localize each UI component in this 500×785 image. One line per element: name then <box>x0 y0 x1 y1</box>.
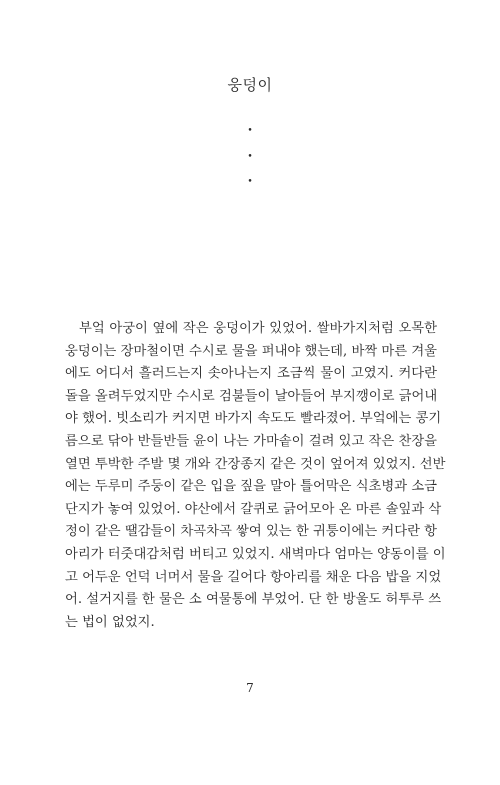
text-line: 웅덩이는 장마철이면 수시로 물을 퍼내야 했는데, 바짝 마른 겨울 <box>65 343 438 359</box>
ornament-dot: • <box>247 152 253 162</box>
text-line: 아리가 터줏대감처럼 버티고 있었지. 새벽마다 엄마는 양동이를 이 <box>65 546 446 562</box>
ornament-dot: • <box>247 177 253 187</box>
text-line: 에도 어디서 흘러드는지 솟아나는지 조금씩 물이 고였지. 커다란 <box>65 366 437 382</box>
ornament-dot: • <box>247 126 253 136</box>
text-line: 정이 같은 땔감들이 차곡차곡 쌓여 있는 한 귀퉁이에는 커다란 항 <box>65 524 438 540</box>
text-line: 고 어두운 언덕 너머서 물을 길어다 항아리를 채운 다음 밥을 지었 <box>65 569 442 585</box>
page-number: 7 <box>246 681 254 695</box>
chapter-title: 웅덩이 <box>227 76 273 94</box>
text-line: 부엌 아궁이 옆에 작은 웅덩이가 있었어. 쌀바가지처럼 오목한 <box>79 321 437 336</box>
body-paragraph <box>65 318 446 634</box>
text-line: 어. 설거지를 한 물은 소 여물통에 부었어. 단 한 방울도 허투루 쓰 <box>65 592 442 608</box>
text-line: 열면 투박한 주발 몇 개와 간장종지 같은 것이 엎어져 있었지. 선반 <box>65 456 446 472</box>
text-line: 에는 두루미 주둥이 같은 입을 짚을 말아 틀어막은 식초병과 소금 <box>65 479 438 495</box>
text-line: 돌을 올려두었지만 수시로 검불들이 날아들어 부지깽이로 긁어내 <box>65 388 438 404</box>
text-line: 는 법이 없었지. <box>65 614 155 630</box>
text-line: 름으로 닦아 반들반들 윤이 나는 가마솥이 걸려 있고 작은 찬장을 <box>65 433 438 449</box>
text-line: 야 했어. 빗소리가 커지면 바가지 속도도 빨라졌어. 부엌에는 콩기 <box>65 411 442 427</box>
text-line: 단지가 놓여 있었어. 야산에서 갈퀴로 긁어모아 온 마른 솔잎과 삭 <box>65 501 442 517</box>
